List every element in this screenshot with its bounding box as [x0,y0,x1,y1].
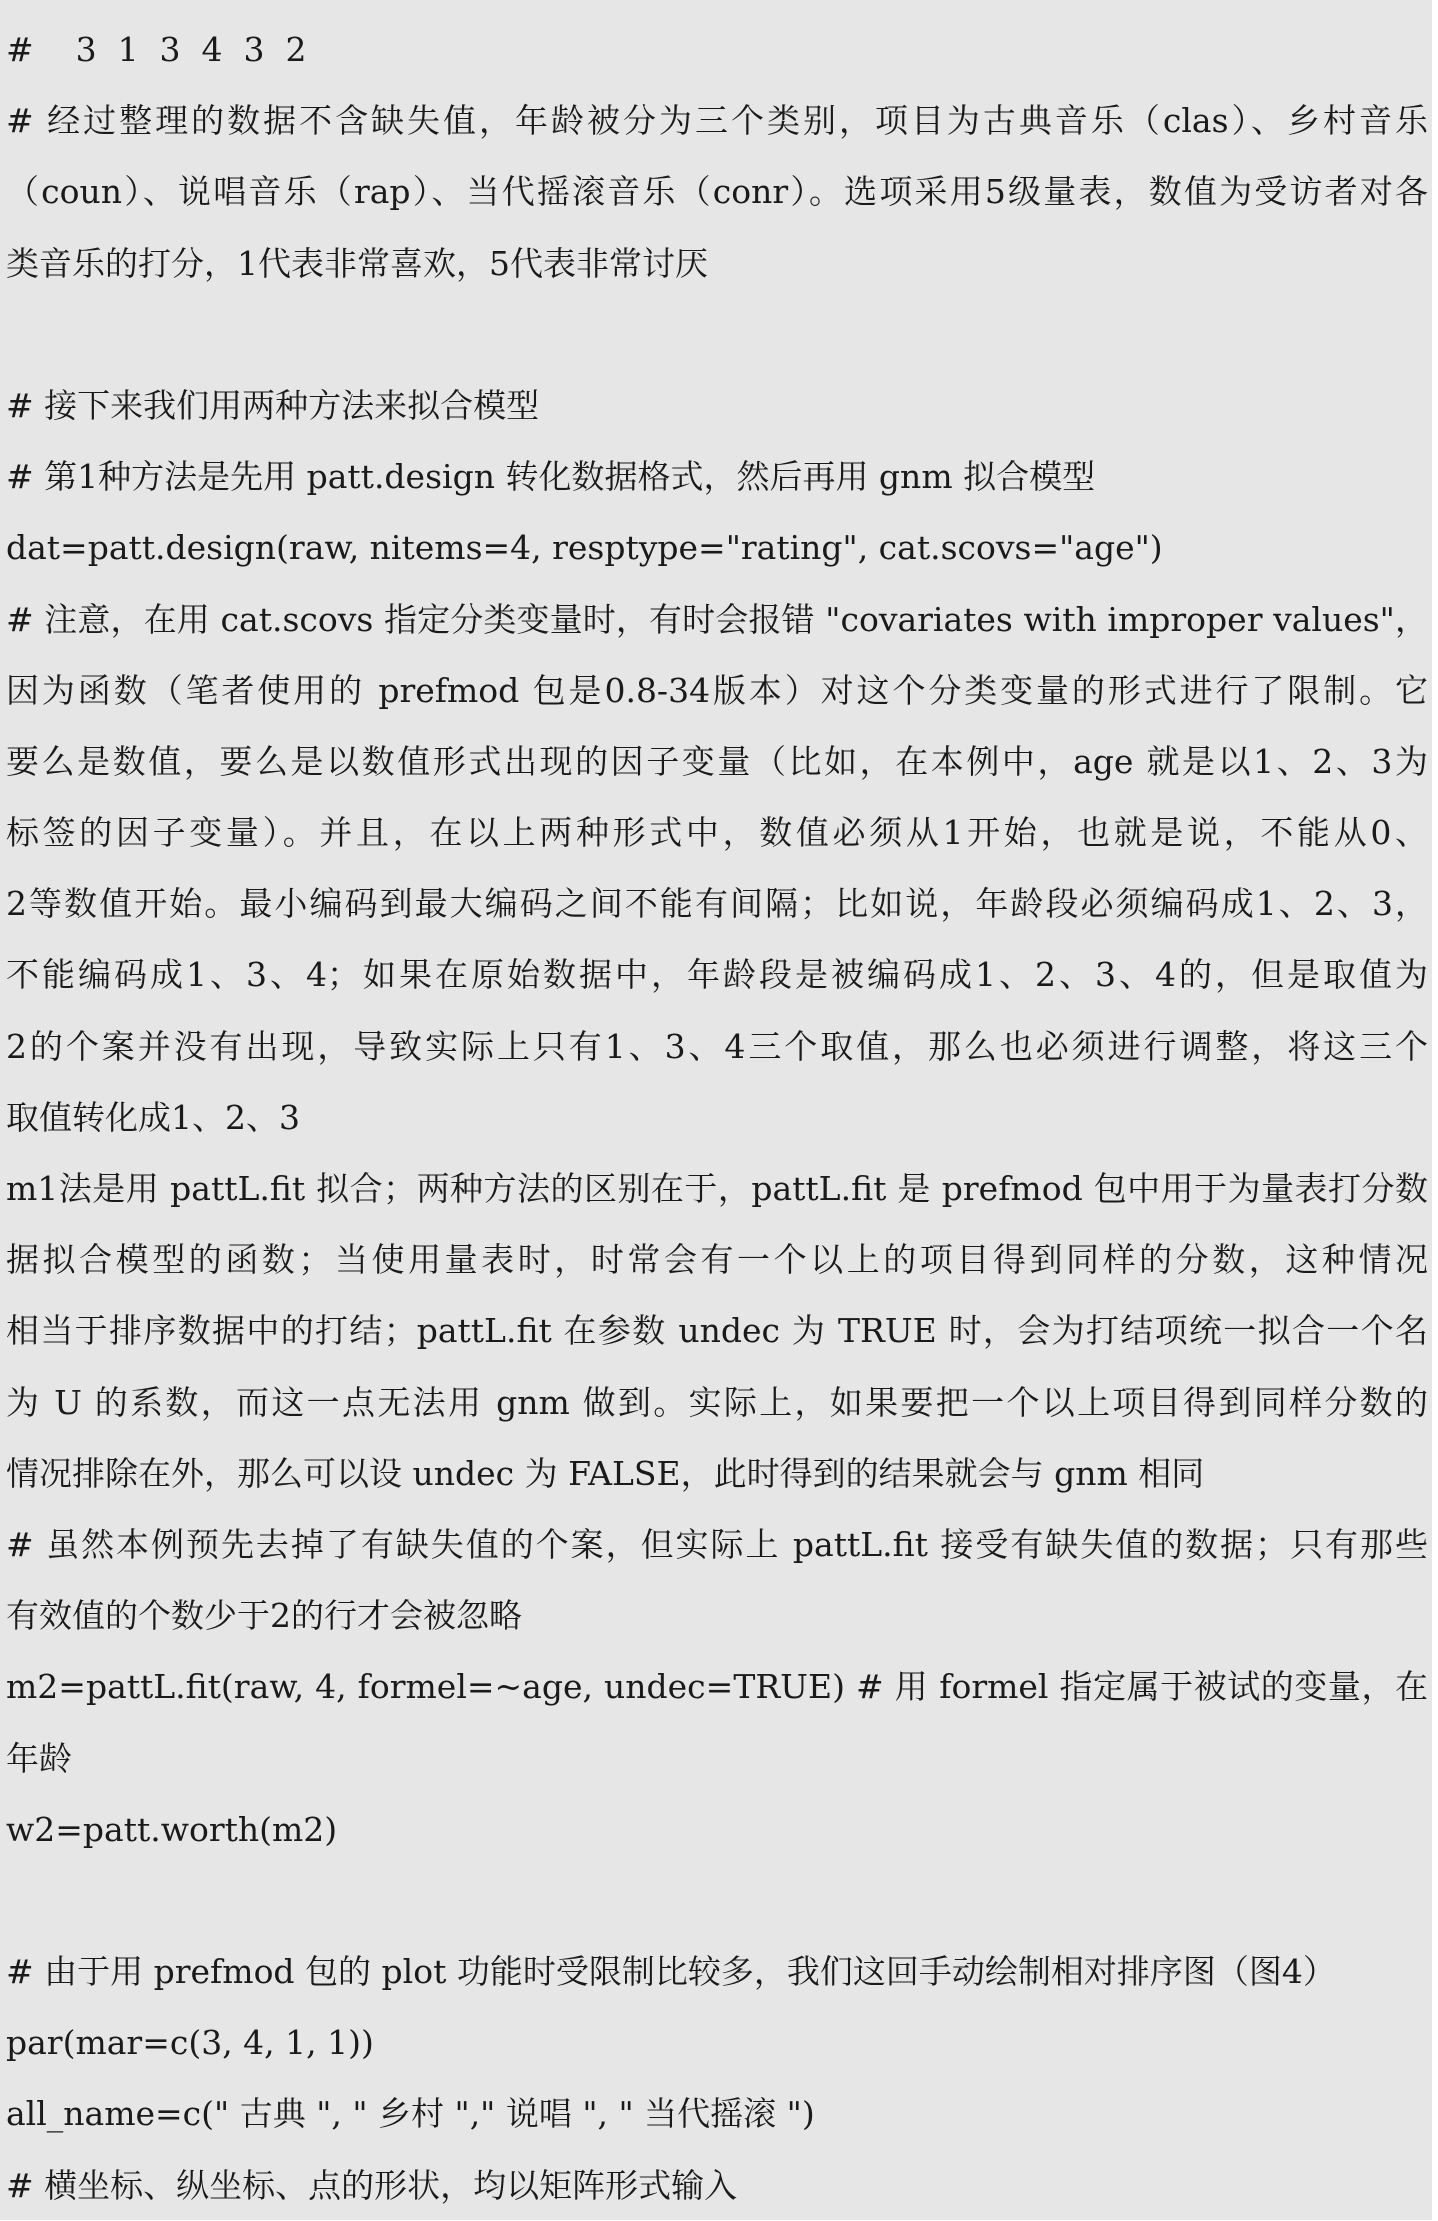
code-line: 2等数值开始。最小编码到最大编码之间不能有间隔；比如说，年龄段必须编码成1、2、3， [6,884,1428,924]
blank-line [6,299,1428,370]
code-line: 2的个案并没有出现，导致实际上只有1、3、4三个取值，那么也必须进行调整，将这三个 [6,1026,1428,1066]
code-line: # 由于用 prefmod 包的 plot 功能时受限制比较多，我们这回手动绘制相对排序图（图4） [6,1952,1336,1992]
code-line: 为 U 的系数，而这一点无法用 gnm 做到。实际上，如果要把一个以上项目得到同样分数的 [6,1382,1428,1422]
code-line: w2=patt.worth(m2) [6,1809,338,1849]
code-line: par(mar=c(3, 4, 1, 1)) [6,2023,374,2063]
code-line: 不能编码成1、3、4；如果在原始数据中，年龄段是被编码成1、2、3、4的，但是取值为 [6,955,1428,995]
code-line: # 3 1 3 4 3 2 [6,30,307,69]
code-line: 取值转化成1、2、3 [6,1097,300,1137]
code-line: dat=patt.design(raw, nitems=4, resptype="rating", cat.scovs="age") [6,528,1163,568]
code-line: # 横坐标、纵坐标、点的形状，均以矩阵形式输入 [6,2165,738,2205]
code-line: 据拟合模型的函数；当使用量表时，时常会有一个以上的项目得到同样的分数，这种情况 [6,1240,1428,1280]
code-line: # 经过整理的数据不含缺失值，年龄被分为三个类别，项目为古典音乐（clas）、乡村音乐 [6,101,1428,141]
code-line: # 第1种方法是先用 patt.design 转化数据格式，然后再用 gnm 拟合模型 [6,457,1096,497]
code-line: 有效值的个数少于2的行才会被忽略 [6,1596,522,1636]
blank-line [6,1865,1428,1936]
code-line: m1法是用 pattL.fit 拟合；两种方法的区别在于，pattL.fit 是 prefmod 包中用于为量表打分数 [6,1169,1428,1208]
code-line: 相当于排序数据中的打结；pattL.fit 在参数 undec 为 TRUE 时，会为打结项统一拟合一个名 [6,1311,1428,1351]
code-line: 类音乐的打分，1代表非常喜欢，5代表非常讨厌 [6,243,708,283]
code-line: # 虽然本例预先去掉了有缺失值的个案，但实际上 pattL.fit 接受有缺失值的数据；只有那些 [6,1524,1428,1564]
code-line: 年龄 [6,1738,72,1778]
code-line: m2=pattL.fit(raw, 4, formel=~age, undec=TRUE) # 用 formel 指定属于被试的变量，在 [6,1667,1428,1707]
code-line: all_name=c(" 古典 ", " 乡村 "," 说唱 ", " 当代摇滚 ") [6,2094,815,2134]
code-line: 标签的因子变量）。并且，在以上两种形式中，数值必须从1开始，也就是说，不能从0、 [6,813,1428,853]
code-line: # 接下来我们用两种方法来拟合模型 [6,385,540,425]
code-line: 情况排除在外，那么可以设 undec 为 FALSE，此时得到的结果就会与 gnm 相同 [6,1453,1205,1493]
code-line: 要么是数值，要么是以数值形式出现的因子变量（比如，在本例中，age 就是以1、2、3为 [6,741,1428,781]
code-line: （coun）、说唱音乐（rap）、当代摇滚音乐（conr）。选项采用5级量表，数值为受访者对各 [6,172,1428,212]
code-line: # 注意，在用 cat.scovs 指定分类变量时，有时会报错 "covariates with improper values"， [6,599,1428,639]
code-line: 因为函数（笔者使用的 prefmod 包是0.8-34版本）对这个分类变量的形式进行了限制。它 [6,670,1428,710]
